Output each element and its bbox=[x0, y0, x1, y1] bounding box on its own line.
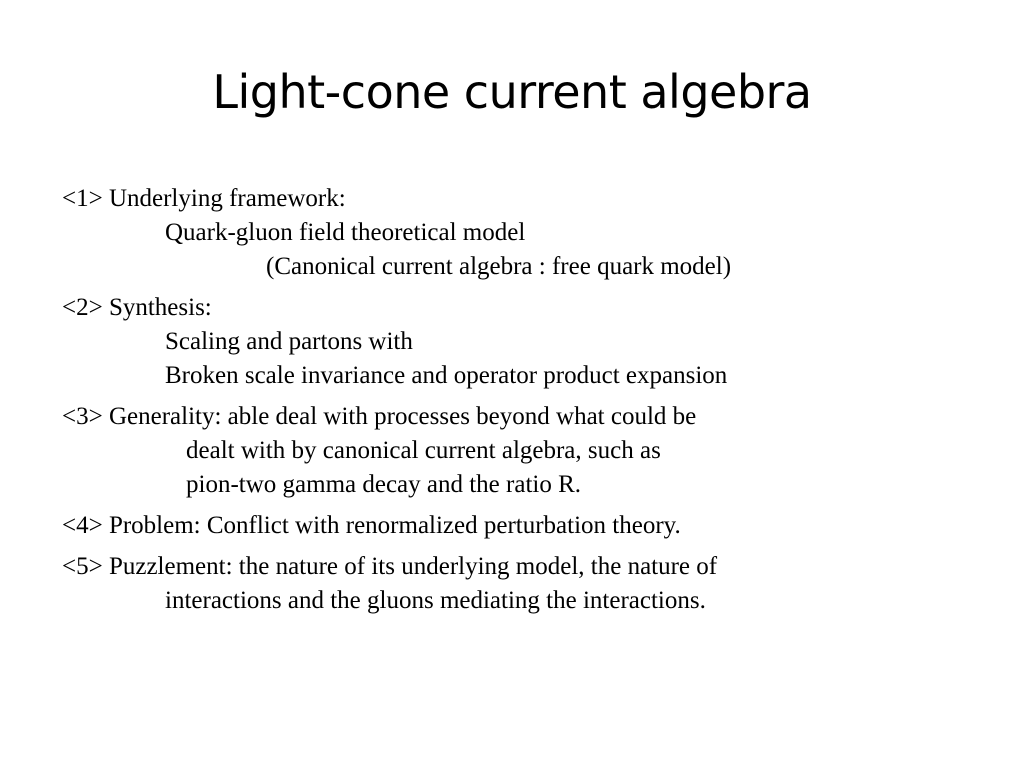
list-item-2 bbox=[62, 291, 962, 393]
item-3-cont-2: pion-two gamma decay and the ratio R. bbox=[186, 471, 582, 498]
item-3-text: Generality: able deal with processes beyond what could be bbox=[108, 403, 697, 430]
item-5-marker: <5> bbox=[62, 553, 103, 580]
item-1-line bbox=[62, 182, 962, 216]
item-3-cont-1: dealt with by canonical current algebra, such as bbox=[186, 437, 661, 464]
item-1-text: Underlying framework: bbox=[108, 185, 346, 212]
list-item-1 bbox=[62, 182, 962, 284]
item-5-cont-1: interactions and the gluons mediating the interactions. bbox=[165, 587, 706, 614]
slide-title: Light-cone current algebra bbox=[212, 65, 812, 119]
item-4-line bbox=[62, 509, 962, 543]
item-2-marker: <2> bbox=[62, 294, 103, 321]
item-5-line bbox=[62, 550, 962, 584]
item-2-text: Synthesis: bbox=[108, 294, 212, 321]
item-1-marker: <1> bbox=[62, 185, 103, 212]
list-item-3 bbox=[62, 400, 962, 502]
item-1-sub-1: Quark-gluon field theoretical model bbox=[165, 219, 526, 246]
item-5-text: Puzzlement: the nature of its underlying model, the nature of bbox=[108, 553, 718, 580]
item-4-marker: <4> bbox=[62, 512, 103, 539]
item-3-marker: <3> bbox=[62, 403, 103, 430]
item-2-line bbox=[62, 291, 962, 325]
item-2-sub-1: Scaling and partons with bbox=[165, 328, 413, 355]
slide-body bbox=[62, 182, 962, 618]
list-item-5 bbox=[62, 550, 962, 618]
item-1-sub-2: (Canonical current algebra : free quark model) bbox=[266, 253, 732, 280]
list-item-4 bbox=[62, 509, 962, 543]
item-3-line bbox=[62, 400, 962, 434]
item-4-text: Problem: Conflict with renormalized perturbation theory. bbox=[108, 512, 681, 539]
item-2-sub-2: Broken scale invariance and operator product expansion bbox=[165, 362, 728, 389]
